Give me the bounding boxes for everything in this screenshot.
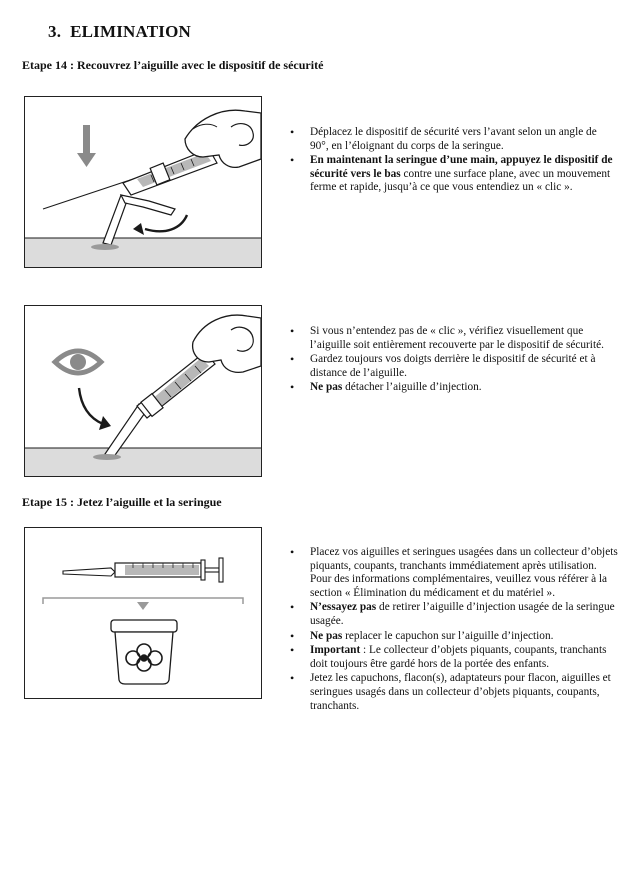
instruction-item: • Gardez toujours vos doigts derrière le dispositif de sécurité et à distance de l’aiguille. [288,353,618,380]
curved-arrow-icon [79,388,111,430]
eye-icon [55,351,101,373]
figure-step-14-check-click [24,305,262,477]
instruction-item: • Ne pas détacher l’aiguille d’injection. [288,381,618,395]
instruction-item: • Placez vos aiguilles et seringues usagées dans un collecteur d’objets piquants, coupants, tranchants immédiatement après utilisation. Pour des informations complémentaires, veuillez vous référer à la section « Élimination du médicament et du matériel ». [288,546,618,600]
instruction-item: • En maintenant la seringue d’une main, appuyez le dispositif de sécurité vers le bas contre une surface plane, avec un mouvement ferme et rapide, jusqu’à ce que vous entendiez un « clic ». [288,154,618,195]
instruction-item: • Jetez les capuchons, flacon(s), adaptateurs pour flacon, aiguilles et seringues usagés dans un collecteur d’objets piquants, coupants, tranchants. [288,672,618,713]
instruction-item: • Ne pas replacer le capuchon sur l’aiguille d’injection. [288,630,618,644]
instruction-item: • Si vous n’entendez pas de « clic », vérifiez visuellement que l’aiguille soit entièrement recouverte par le dispositif de sécurité. [288,325,618,352]
section-number: 3. [48,22,62,41]
step-14-instructions-1 [288,126,618,196]
flat-surface [25,448,261,476]
step-14-title: Etape 14 : Recouvrez l’aiguille avec le dispositif de sécurité [22,58,324,72]
syringe-icon [93,352,215,460]
section-title: ELIMINATION [70,22,191,41]
figure-step-15-dispose [24,527,262,699]
sharps-container-icon [111,620,177,684]
step-15-instructions [288,546,618,714]
flat-surface [25,238,261,267]
curved-arrow-icon [133,215,187,235]
step-15-title: Etape 15 : Jetez l’aiguille et la seringue [22,495,222,509]
instruction-item: • Important : Le collecteur d’objets piquants, coupants, tranchants doit toujours être gardé hors de la portée des enfants. [288,644,618,671]
instruction-item: • N’essayez pas de retirer l’aiguille d’injection usagée de la seringue usagée. [288,601,618,628]
down-arrow-icon [77,125,96,167]
syringe-icon [63,558,223,582]
section-heading [48,22,191,42]
instruction-item: • Déplacez le dispositif de sécurité vers l’avant selon un angle de 90°, en l’éloignant du corps de la seringue. [288,126,618,153]
step-14-instructions-2 [288,325,618,396]
down-triangle-icon [137,602,149,610]
figure-step-14-press-device [24,96,262,268]
